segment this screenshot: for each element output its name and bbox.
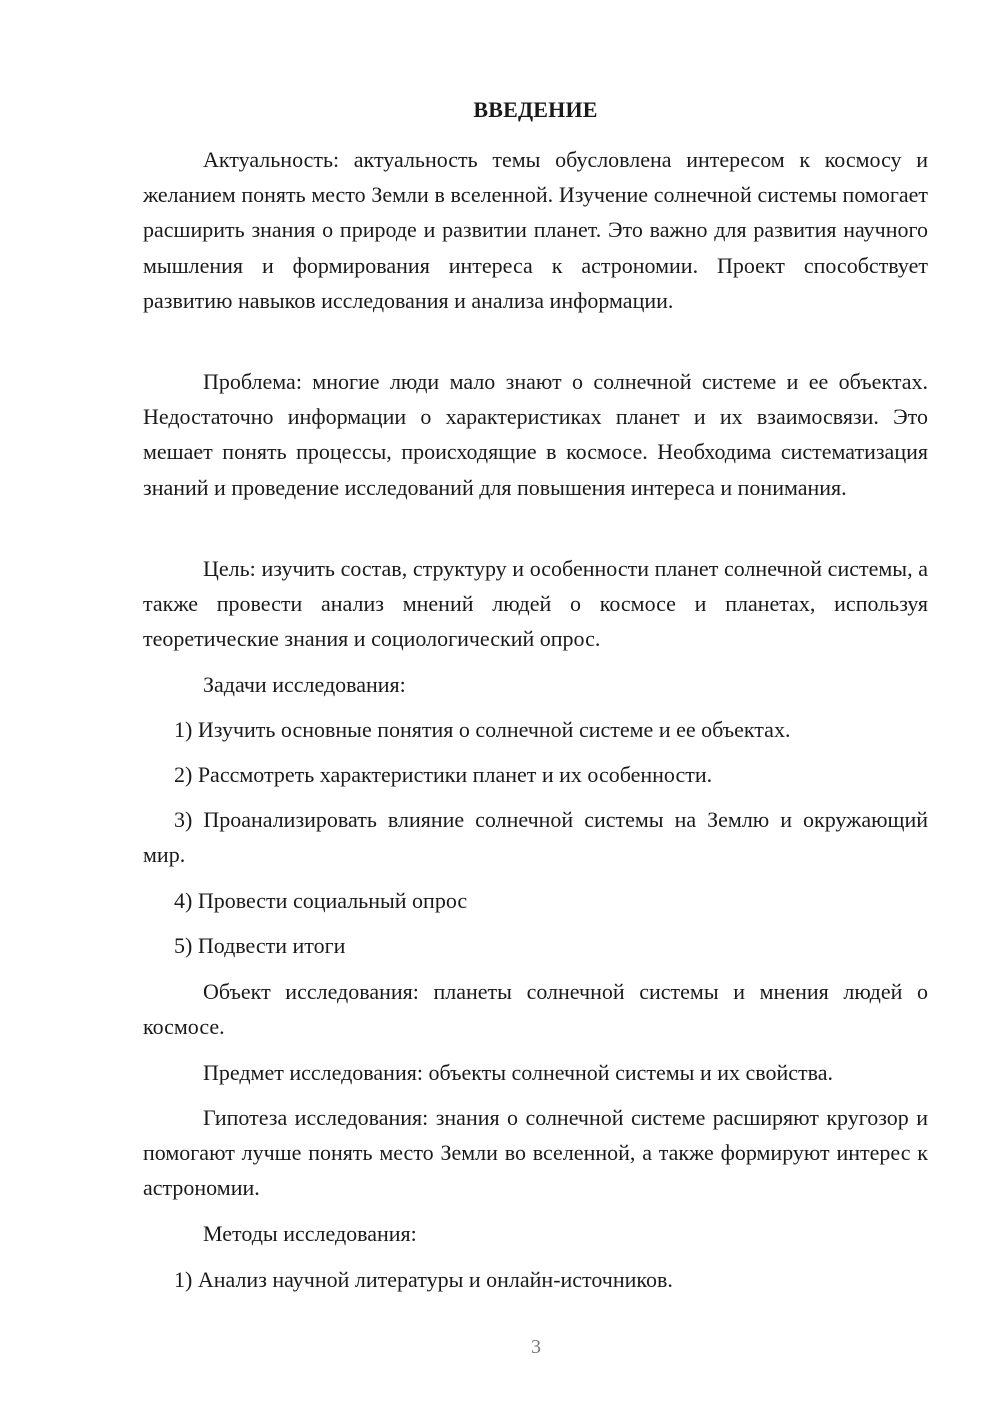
goal-paragraph: Цель: изучить состав, структуру и особенности планет солнечной системы, а также провести анализ мнений людей о космосе и планетах, используя теоретические знания и социологический опрос. (143, 556, 928, 652)
problem-paragraph: Проблема: многие люди мало знают о солнечной системе и ее объектах. Недостаточно информации о характеристиках планет и их взаимосвязи. Это мешает понять процессы, происходящие в космосе. Необходима систематизация знаний и проведение исследований для повышения интереса и понимания. (143, 369, 928, 500)
task-item-4: 4) Провести социальный опрос (174, 888, 468, 913)
method-item-1: 1) Анализ научной литературы и онлайн-источников. (174, 1267, 673, 1292)
task-item-1: 1) Изучить основные понятия о солнечной системе и ее объектах. (174, 717, 791, 742)
task-item-3: 3) Проанализировать влияние солнечной системы на Землю и окружающий мир. (143, 807, 928, 868)
relevance-paragraph: Актуальность: актуальность темы обусловлена интересом к космосу и желанием понять место Земли в вселенной. Изучение солнечной системы помогает расширить знания о природе и развитии планет. Это важно для развития научного мышления и формирования интереса к астрономии. Проект способствует развитию навыков исследования и анализа информации. (143, 147, 928, 313)
subject-paragraph: Предмет исследования: объекты солнечной системы и их свойства. (203, 1060, 834, 1085)
methods-heading: Методы исследования: (203, 1221, 417, 1246)
page-number: 3 (531, 1336, 541, 1358)
tasks-heading: Задачи исследования: (203, 672, 406, 697)
task-item-5: 5) Подвести итоги (174, 933, 346, 958)
hypothesis-paragraph: Гипотеза исследования: знания о солнечной системе расширяют кругозор и помогают лучше понять место Земли во вселенной, а также формируют интерес к астрономии. (143, 1105, 928, 1201)
object-paragraph: Объект исследования: планеты солнечной системы и мнения людей о космосе. (143, 979, 928, 1040)
task-item-2: 2) Рассмотреть характеристики планет и их особенности. (174, 762, 713, 787)
section-title: ВВЕДЕНИЕ (473, 97, 598, 122)
